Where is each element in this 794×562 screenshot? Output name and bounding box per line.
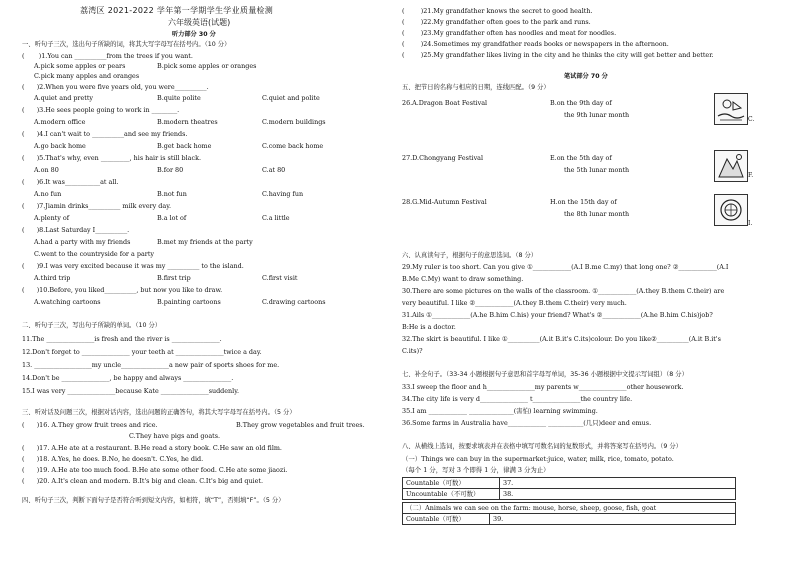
question-14: 14.Don't be _______________, be happy and always _______________. bbox=[22, 374, 234, 382]
section-1-heading: 一、听句子三次，选出句子所缺的词，将其大写字母写在括号内。（10 分） bbox=[22, 41, 231, 48]
q16-option-b: B.They grow vegetables and fruit trees. bbox=[236, 421, 365, 429]
q3-option-c: C.modern buildings bbox=[262, 118, 326, 126]
festival-27: 27.D.Chongyang Festival bbox=[402, 154, 484, 162]
question-35: 35.I am ____________ ______________(害怕) learning swimming. bbox=[402, 407, 598, 415]
question-20: ( )20. A.It's clean and modern. B.It's big and clean. C.It's big and quiet. bbox=[22, 477, 263, 485]
question-17: ( )17. A.He ate at a restaurant. B.He read a story book. C.He saw an old film. bbox=[22, 444, 282, 452]
exam-subtitle: 六年级英语(试题) bbox=[168, 18, 231, 27]
question-22: ( )22.My grandfather often goes to the park and runs. bbox=[402, 18, 591, 26]
q31-line2: B:He is a doctor. bbox=[402, 323, 456, 331]
question-12: 12.Don't forget to _______________ your teeth at _______________twice a day. bbox=[22, 348, 262, 356]
q7-option-a: A.plenty of bbox=[34, 214, 70, 222]
q8-option-a: A.had a party with my friends bbox=[34, 238, 131, 246]
date-b-line1: B.on the 9th day of bbox=[550, 99, 612, 107]
table-row bbox=[403, 489, 736, 500]
festival-28: 28.G.Mid-Autumn Festival bbox=[402, 198, 487, 206]
q6-option-c: C.having fun bbox=[262, 190, 304, 198]
table-cell-label: Countable（可数） bbox=[403, 514, 490, 525]
table-2 bbox=[402, 502, 736, 525]
question-33: 33.I sweep the floor and h_______________my parents w_______________other housework. bbox=[402, 383, 684, 391]
q29-line1: 29.My ruler is too short. Can you give ①____________(A.I B.me C.my) that long one? ②____________(A.I bbox=[402, 263, 729, 271]
question-4: ( )4.I can't wait to __________and see my friends. bbox=[22, 130, 188, 138]
question-2: ( )2.When you were five years old, you were__________. bbox=[22, 83, 209, 91]
question-34: 34.The city life is very d_______________ t_______________the country life. bbox=[402, 395, 633, 403]
q32-line1: 32.The skirt is beautiful. I like ①__________(A.it B.it's C.its)colour. Do you like②__________(A.it B.it's bbox=[402, 335, 721, 343]
listening-heading: 听力部分 30 分 bbox=[172, 31, 216, 38]
section-6-heading: 六、认真读句子，根据句子的意思选词。（8 分） bbox=[402, 252, 538, 259]
section-2-heading: 二、听句子三次，写出句子所缺的单词。（10 分） bbox=[22, 322, 162, 329]
q3-option-a: A.modern office bbox=[34, 118, 86, 126]
table-cell-label: Countable（可数） bbox=[403, 478, 500, 489]
q10-option-c: C.drawing cartoons bbox=[262, 298, 326, 306]
q31-line1: 31.Ails ①____________(A.he B.him C.his) your friend? What's ②____________(A.he B.him C.his)job? bbox=[402, 311, 713, 319]
mid-autumn-picture bbox=[714, 194, 748, 226]
q8-option-b: B.met my friends at the party bbox=[157, 238, 253, 246]
picture-label-f: F. bbox=[748, 172, 754, 179]
q9-option-c: C.first visit bbox=[262, 274, 298, 282]
q4-option-a: A.go back home bbox=[34, 142, 86, 150]
question-9: ( )9.I was very excited because it was my __________ to the island. bbox=[22, 262, 244, 270]
date-e-line1: E.on the 5th day of bbox=[550, 154, 612, 162]
date-h-line1: H.on the 15th day of bbox=[550, 198, 617, 206]
q7-option-c: C.a little bbox=[262, 214, 290, 222]
answer-cell-39[interactable]: 39. bbox=[490, 514, 736, 525]
festival-26: 26.A.Dragon Boat Festival bbox=[402, 99, 488, 107]
q10-option-a: A.watching cartoons bbox=[34, 298, 101, 306]
date-e-line2: the 5th lunar month bbox=[564, 166, 630, 174]
q5-option-a: A.on 80 bbox=[34, 166, 59, 174]
q2-option-b: B.quite polite bbox=[157, 94, 201, 102]
q1-option-b: B.pick some apples or oranges bbox=[157, 62, 257, 70]
question-5: ( )5.That's why, even _________, his hair is still black. bbox=[22, 154, 201, 162]
question-16: ( )16. A.They grow fruit trees and rice. bbox=[22, 421, 158, 429]
q3-option-b: B.modern theatres bbox=[157, 118, 218, 126]
question-18: ( )18. A.Yes, he does. B.No, he doesn't. C.Yes, he did. bbox=[22, 455, 204, 463]
q30-line2: very beautiful. I like ②____________(A.they B.them C.their) very much. bbox=[402, 299, 627, 307]
q7-option-b: B.a lot of bbox=[157, 214, 187, 222]
q1-option-a: A.pick some apples or pears bbox=[34, 62, 126, 70]
question-21: ( )21.My grandfather knows the secret to good health. bbox=[402, 7, 593, 15]
question-6: ( )6.It was___________at all. bbox=[22, 178, 119, 186]
table-row bbox=[403, 478, 736, 489]
answer-cell-37[interactable]: 37. bbox=[500, 478, 736, 489]
table-row bbox=[403, 503, 736, 514]
q32-line2: C.its)? bbox=[402, 347, 423, 355]
q10-option-b: B.painting cartoons bbox=[157, 298, 221, 306]
q2-option-c: C.quiet and polite bbox=[262, 94, 320, 102]
table-row bbox=[403, 514, 736, 525]
q30-line1: 30.There are some pictures on the walls of the classroom. ①____________(A.they B.them C.their) are bbox=[402, 287, 725, 295]
question-15: 15.I was very _______________because Kate _______________suddenly. bbox=[22, 387, 240, 395]
part-1-words: （一）Things we can buy in the supermarket:juice, water, milk, rice, tomato, potato. bbox=[402, 455, 674, 463]
question-23: ( )23.My grandfather often has noodles and meat for noodles. bbox=[402, 29, 617, 37]
question-11: 11.The _______________is fresh and the river is _______________. bbox=[22, 335, 222, 343]
right-column bbox=[402, 0, 774, 562]
part-1-scoring-note: （每个 1 分，写对 3 个即得 1 分，律满 3 分为止） bbox=[402, 466, 550, 474]
date-b-line2: the 9th lunar month bbox=[564, 111, 630, 119]
table-cell-label: Uncountable（不可数） bbox=[403, 489, 500, 500]
left-column bbox=[22, 0, 388, 562]
part-2-words: （二）Animals we can see on the farm: mouse, horse, sheep, goose, fish, goat bbox=[403, 503, 736, 514]
date-h-line2: the 8th lunar month bbox=[564, 210, 630, 218]
q16-option-c: C.They have pigs and goats. bbox=[129, 432, 221, 440]
question-8: ( )8.Last Saturday I__________. bbox=[22, 226, 130, 234]
picture-label-c: C. bbox=[748, 116, 755, 123]
q4-option-b: B.get back home bbox=[157, 142, 212, 150]
question-10: ( )10.Before, you liked__________, but now you like to draw. bbox=[22, 286, 223, 294]
question-25: ( )25.My grandfather likes living in the city and he thinks the city will get better and better. bbox=[402, 51, 714, 59]
chongyang-picture bbox=[714, 150, 748, 182]
q6-option-b: B.not fun bbox=[157, 190, 187, 198]
q9-option-b: B.first trip bbox=[157, 274, 191, 282]
picture-label-i: I. bbox=[748, 220, 753, 227]
section-5-heading: 五、把节日的名称与相应的日期，连线匹配。（9 分） bbox=[402, 84, 550, 91]
table-1 bbox=[402, 477, 736, 500]
written-heading: 笔试部分 70 分 bbox=[564, 73, 608, 80]
q29-line2: B.Me C.My) want to draw something. bbox=[402, 275, 524, 283]
section-7-heading: 七、补全句子。（33-34 小题根据句子意思和首字母写单词，35-36 小题根据中文提示写词组）（8 分） bbox=[402, 371, 688, 378]
q5-option-c: C.at 80 bbox=[262, 166, 286, 174]
q9-option-a: A.third trip bbox=[34, 274, 71, 282]
q2-option-a: A.quiet and pretty bbox=[34, 94, 94, 102]
q1-option-c: C.pick many apples and oranges bbox=[34, 72, 140, 80]
answer-cell-38[interactable]: 38. bbox=[500, 489, 736, 500]
q5-option-b: B.for 80 bbox=[157, 166, 184, 174]
question-24: ( )24.Sometimes my grandfather reads books or newspapers in the afternoon. bbox=[402, 40, 669, 48]
q4-option-c: C.come back home bbox=[262, 142, 324, 150]
dragon-boat-picture bbox=[714, 93, 748, 125]
question-3: ( )3.He sees people going to work in ________. bbox=[22, 106, 180, 114]
section-3-heading: 三、听对话及问题三次，根据对话内容，选出问题的正确答句，将其大写字母写在括号内。（5 分） bbox=[22, 409, 296, 416]
exam-title: 荔湾区 2021-2022 学年第一学期学生学业质量检测 bbox=[80, 6, 274, 15]
question-36: 36.Some farms in Australia have____________ ___________(几只)deer and emus. bbox=[402, 419, 652, 427]
question-1: ( )1.You can __________from the trees if you want. bbox=[22, 52, 193, 60]
question-7: ( )7.Jiamin drinks__________ milk every day. bbox=[22, 202, 172, 210]
q6-option-a: A.no fun bbox=[34, 190, 62, 198]
section-4-heading: 四、听句子三次，判断下面句子是否符合听到短文内容，如相符，填“T”，否则填“F”。（5 分） bbox=[22, 497, 285, 504]
question-13: 13. __________________my uncle_______________a new pair of sports shoes for me. bbox=[22, 361, 280, 369]
section-8-heading: 八、从横线上选词，按要求填表并在表格中填写可数名词的复数形式，并将答案写在括号内。（9 分） bbox=[402, 443, 682, 450]
q8-option-c: C.went to the countryside for a party bbox=[34, 250, 154, 258]
question-19: ( )19. A.He ate too much food. B.He ate some other food. C.He ate some jiaozi. bbox=[22, 466, 288, 474]
